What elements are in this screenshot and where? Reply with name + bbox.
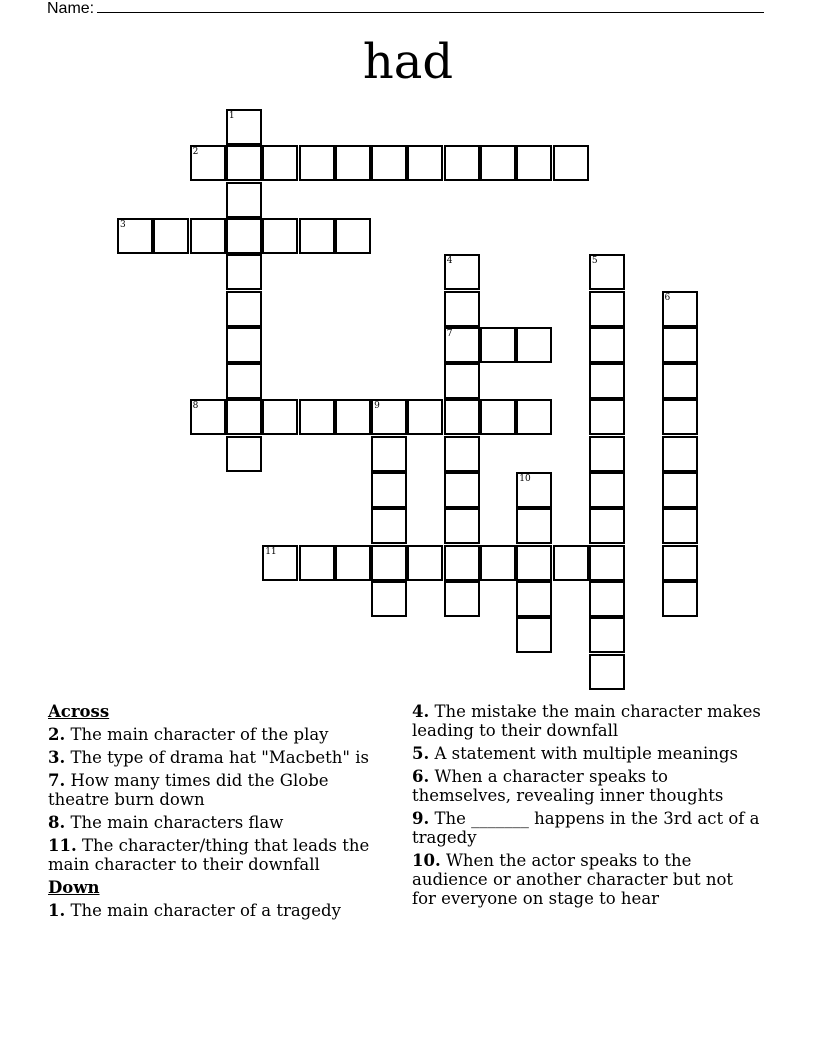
grid-cell[interactable] <box>371 436 407 472</box>
grid-cell[interactable] <box>589 617 625 653</box>
clue-number-label: 1 <box>228 111 235 121</box>
grid-cell[interactable] <box>553 545 589 581</box>
grid-cell[interactable] <box>589 399 625 435</box>
grid-cell[interactable] <box>662 508 698 544</box>
grid-cell[interactable] <box>589 545 625 581</box>
grid-cell[interactable] <box>226 145 262 181</box>
clue-number-label: 8 <box>192 401 199 412</box>
across-heading: Across <box>48 702 110 721</box>
clue-text: When a character speaks to themselves, revealing inner thoughts <box>412 767 724 805</box>
grid-cell[interactable] <box>226 291 262 327</box>
grid-cell[interactable] <box>335 218 371 254</box>
grid-cell[interactable] <box>226 218 262 254</box>
grid-cell[interactable] <box>444 399 480 435</box>
clue-text: A statement with multiple meanings <box>434 744 738 763</box>
grid-cell[interactable] <box>553 145 589 181</box>
grid-cell[interactable] <box>190 145 226 181</box>
name-label: Name: <box>47 0 95 17</box>
grid-cell[interactable] <box>662 399 698 435</box>
clue-down <box>412 851 762 908</box>
grid-cell[interactable] <box>299 399 335 435</box>
grid-cell[interactable] <box>444 291 480 327</box>
clue-number: 11. <box>48 836 77 855</box>
grid-cell[interactable] <box>444 363 480 399</box>
grid-cell[interactable] <box>226 109 262 145</box>
clue-down <box>412 809 762 847</box>
grid-cell[interactable] <box>444 581 480 617</box>
clue-number: 9. <box>412 809 430 828</box>
grid-cell[interactable] <box>589 654 625 690</box>
grid-cell[interactable] <box>589 254 625 290</box>
clue-down <box>412 767 762 805</box>
clue-text: When the actor speaks to the audience or another character but not for everyone on stage to hear <box>412 851 734 908</box>
grid-cell[interactable] <box>480 545 516 581</box>
across-clue-list <box>48 725 393 874</box>
grid-cell[interactable] <box>444 508 480 544</box>
clues-right-column <box>412 702 762 912</box>
clue-across <box>48 725 393 744</box>
clue-number-label: 7 <box>446 328 453 339</box>
grid-cell[interactable] <box>407 399 443 435</box>
clue-down <box>412 744 762 763</box>
clue-number-label: 4 <box>446 256 453 267</box>
grid-cell[interactable] <box>480 399 516 435</box>
grid-cell[interactable] <box>226 436 262 472</box>
clue-number: 10. <box>412 851 441 870</box>
clue-number: 3. <box>48 748 66 767</box>
clue-number: 2. <box>48 725 66 744</box>
grid-cell[interactable] <box>589 363 625 399</box>
grid-cell[interactable] <box>262 545 298 581</box>
clue-number: 5. <box>412 744 430 763</box>
grid-cell[interactable] <box>516 327 552 363</box>
grid-cell[interactable] <box>516 581 552 617</box>
grid-cell[interactable] <box>589 508 625 544</box>
grid-cell[interactable] <box>662 327 698 363</box>
grid-cell[interactable] <box>662 291 698 327</box>
grid-cell[interactable] <box>480 145 516 181</box>
grid-cell[interactable] <box>299 545 335 581</box>
clue-number: 4. <box>412 702 430 721</box>
grid-cell[interactable] <box>226 254 262 290</box>
grid-cell[interactable] <box>335 545 371 581</box>
clue-number-label: 5 <box>591 256 598 267</box>
clue-text: The main character of the play <box>70 725 329 744</box>
grid-cell[interactable] <box>299 145 335 181</box>
clue-number-label: 3 <box>120 219 126 230</box>
grid-cell[interactable] <box>226 182 262 218</box>
grid-cell[interactable] <box>589 472 625 508</box>
clue-across <box>48 813 393 832</box>
grid-cell[interactable] <box>226 327 262 363</box>
grid-cell[interactable] <box>371 399 407 435</box>
grid-cell[interactable] <box>516 617 552 653</box>
grid-cell[interactable] <box>371 545 407 581</box>
grid-cell[interactable] <box>226 399 262 435</box>
clue-number-label: 9 <box>374 401 380 412</box>
clue-down <box>412 702 762 740</box>
grid-cell[interactable] <box>262 218 298 254</box>
grid-cell[interactable] <box>662 436 698 472</box>
down-heading: Down <box>48 878 100 897</box>
clue-across <box>48 748 393 767</box>
grid-cell[interactable] <box>407 545 443 581</box>
grid-cell[interactable] <box>335 145 371 181</box>
grid-cell[interactable] <box>444 254 480 290</box>
grid-cell[interactable] <box>444 545 480 581</box>
clue-text: How many times did the Globe theatre burn down <box>48 771 329 809</box>
grid-cell[interactable] <box>226 363 262 399</box>
clue-text: The main characters flaw <box>70 813 284 832</box>
grid-cell[interactable] <box>371 581 407 617</box>
grid-cell[interactable] <box>444 327 480 363</box>
clue-text: The type of drama hat "Macbeth" is <box>70 748 370 767</box>
grid-cell[interactable] <box>589 291 625 327</box>
grid-cell[interactable] <box>516 545 552 581</box>
grid-cell[interactable] <box>190 218 226 254</box>
grid-cell[interactable] <box>662 581 698 617</box>
clue-number-label: 11 <box>265 546 277 557</box>
grid-cell[interactable] <box>299 218 335 254</box>
grid-cell[interactable] <box>262 399 298 435</box>
grid-cell[interactable] <box>662 472 698 508</box>
clue-number: 6. <box>412 767 430 786</box>
grid-cell[interactable] <box>589 581 625 617</box>
clue-number: 7. <box>48 771 66 790</box>
clue-text: The main character of a tragedy <box>70 901 341 920</box>
grid-cell[interactable] <box>371 145 407 181</box>
grid-cell[interactable] <box>480 327 516 363</box>
grid-cell[interactable] <box>371 472 407 508</box>
grid-cell[interactable] <box>662 363 698 399</box>
clues-left-column <box>48 702 393 924</box>
clue-across <box>48 771 393 809</box>
grid-cell[interactable] <box>444 436 480 472</box>
clue-number-label: 6 <box>664 292 671 303</box>
grid-cell[interactable] <box>516 508 552 544</box>
grid-cell[interactable] <box>335 399 371 435</box>
grid-cell[interactable] <box>190 399 226 435</box>
grid-cell[interactable] <box>407 145 443 181</box>
clue-text: The mistake the main character makes leading to their downfall <box>412 702 761 740</box>
grid-cell[interactable] <box>516 399 552 435</box>
grid-cell[interactable] <box>262 145 298 181</box>
clue-down <box>48 901 393 920</box>
clue-text: The _______ happens in the 3rd act of a tragedy <box>412 809 760 847</box>
clue-number: 1. <box>48 901 66 920</box>
grid-cell[interactable] <box>516 145 552 181</box>
grid-cell[interactable] <box>662 545 698 581</box>
grid-cell[interactable] <box>153 218 189 254</box>
grid-cell[interactable] <box>589 327 625 363</box>
clue-text: The character/thing that leads the main character to their downfall <box>48 836 370 874</box>
clue-number: 8. <box>48 813 66 832</box>
clue-across <box>48 836 393 874</box>
puzzle-title: had <box>362 34 454 90</box>
grid-cell[interactable] <box>444 472 480 508</box>
grid-cell[interactable] <box>516 472 552 508</box>
grid-cell[interactable] <box>589 436 625 472</box>
grid-cell[interactable] <box>444 145 480 181</box>
clue-number-label: 2 <box>192 147 199 158</box>
clue-number-label: 10 <box>519 474 531 484</box>
grid-cell[interactable] <box>371 508 407 544</box>
grid-cell[interactable] <box>117 218 153 254</box>
